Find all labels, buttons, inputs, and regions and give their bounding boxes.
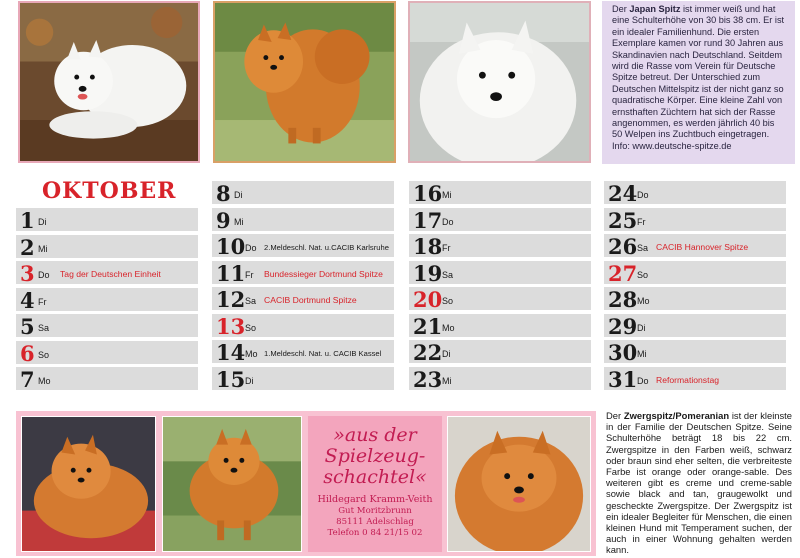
day-number: 7	[20, 367, 35, 392]
japan-spitz-info	[602, 1, 795, 164]
photo-pomeranian-standing	[162, 416, 302, 552]
day-number: 1	[20, 208, 35, 233]
day-number: 22	[413, 340, 443, 365]
calendar-day-row	[212, 287, 394, 310]
weekday-label: Di	[245, 375, 254, 386]
day-number: 14	[216, 340, 246, 365]
promo-city: 85111 Adelschlag	[336, 517, 414, 527]
calendar-day-row	[16, 208, 198, 231]
photo-orange-pomeranian	[213, 1, 396, 163]
day-number: 2	[20, 234, 35, 260]
weekday-label: Do	[637, 375, 649, 386]
weekday-label: Do	[38, 270, 50, 280]
day-number: 4	[20, 287, 35, 313]
calendar-day-row	[409, 181, 591, 204]
calendar-day-row	[604, 181, 786, 204]
day-event: Tag der Deutschen Einheit	[60, 269, 161, 279]
weekday-label: Fr	[38, 296, 47, 307]
day-event: CACIB Hannover Spitze	[656, 242, 749, 252]
day-number: 3	[20, 261, 35, 286]
weekday-label: Mo	[38, 376, 51, 386]
day-number: 24	[608, 181, 638, 206]
day-number: 31	[608, 366, 638, 392]
day-event: 2.Meldeschl. Nat. u.CACIB Karlsruhe	[264, 243, 389, 252]
day-number: 21	[413, 313, 443, 339]
day-number: 30	[608, 340, 638, 365]
day-number: 15	[216, 366, 246, 392]
photo-pomeranian-lying	[21, 416, 156, 552]
japan-text: ist immer weiß und hat eine Schulterhöhe von 30 bis 38 cm. Er ist ein idealer Familienhund. Die ersten Exemplare kamen vor rund 30 Jahren aus Skandinavien nach Deutschland. Seitdem wird die Rasse vom Verein für Deutsche Spitze betreut. Der Unterschied zum Deutschen Mittelspitz ist der nicht ganz so quadratische Körper. Eine kleine Zahl von ernsthaften Züchtern hat sich der Rasse angenommen, es werden jährlich 40 bis 50 Welpen ins Zuchtbuch eingetragen.	[612, 4, 785, 140]
calendar-day-row	[409, 340, 591, 363]
promo-slogan	[308, 425, 442, 488]
weekday-label: So	[637, 269, 649, 280]
calendar-day-row	[409, 208, 591, 231]
weekday-label: So	[442, 296, 454, 306]
weekday-label: Di	[637, 322, 646, 333]
calendar-day-row	[409, 287, 591, 310]
weekday-label: Do	[442, 216, 454, 227]
day-number: 13	[216, 313, 246, 339]
weekday-label: So	[38, 349, 50, 360]
day-number: 6	[20, 340, 35, 366]
calendar-day-row	[212, 181, 394, 204]
weekday-label: Do	[245, 243, 257, 253]
day-number: 28	[608, 287, 638, 312]
calendar-day-row	[409, 261, 591, 284]
weekday-label: Mi	[38, 243, 48, 254]
day-number: 27	[608, 260, 638, 286]
promo-phone: Telefon 0 84 21/15 02	[327, 528, 423, 538]
day-event: CACIB Dortmund Spitze	[264, 295, 357, 305]
promo-line-2: Spielzeug-	[324, 445, 426, 467]
day-event: Reformationstag	[656, 374, 720, 385]
photo-pomeranian-portrait	[447, 416, 591, 552]
calendar-day-row	[604, 234, 786, 257]
photo-japan-spitz-portrait	[408, 1, 591, 163]
calendar-day-row	[212, 208, 394, 231]
weekday-label: Do	[637, 190, 649, 200]
weekday-label: Mi	[442, 375, 452, 386]
day-number: 19	[413, 260, 443, 286]
japan-intro: Der	[612, 4, 627, 14]
weekday-label: Sa	[245, 296, 257, 306]
breeder-promo	[308, 416, 442, 552]
calendar-day-row	[409, 314, 591, 337]
calendar-day-row	[604, 208, 786, 231]
calendar-day-row	[16, 341, 198, 364]
calendar-day-row	[604, 287, 786, 310]
calendar-day-row	[212, 367, 394, 390]
calendar-day-row	[16, 314, 198, 337]
day-number: 29	[608, 313, 638, 339]
promo-line-1: »aus der	[333, 424, 417, 446]
day-number: 5	[20, 314, 35, 339]
day-number: 23	[413, 366, 443, 392]
calendar-day-row	[604, 340, 786, 363]
photo-white-spitz-lying	[18, 1, 200, 163]
calendar-day-row	[604, 367, 786, 390]
day-number: 11	[216, 260, 246, 286]
promo-farm: Gut Moritzbrunn	[338, 506, 412, 516]
day-number: 25	[608, 207, 638, 233]
pom-breed-name: Zwergspitz/Pomeranian	[623, 410, 730, 421]
calendar-day-row	[212, 261, 394, 284]
calendar-day-row	[604, 261, 786, 284]
day-event: 1.Meldeschl. Nat. u. CACIB Kassel	[264, 349, 382, 358]
calendar-day-row	[16, 261, 198, 284]
japan-info-url: Info: www.deutsche-spitze.de	[612, 140, 732, 151]
day-number: 12	[216, 287, 246, 312]
weekday-label: Fr	[637, 216, 646, 227]
weekday-label: Sa	[637, 243, 649, 253]
calendar-day-row	[16, 235, 198, 258]
weekday-label: Mi	[442, 190, 452, 200]
pom-intro: Der	[606, 410, 622, 421]
pomeranian-info	[606, 410, 792, 556]
day-event: Bundessieger Dortmund Spitze	[264, 268, 383, 279]
weekday-label: Mo	[245, 349, 258, 359]
weekday-label: Mi	[234, 216, 244, 227]
promo-address	[308, 493, 442, 539]
weekday-label: Di	[38, 217, 47, 227]
day-number: 8	[216, 181, 231, 206]
weekday-label: Di	[234, 190, 243, 200]
day-number: 10	[216, 234, 246, 259]
weekday-label: Di	[442, 349, 451, 359]
day-number: 18	[413, 234, 443, 259]
promo-name: Hildegard Kramm-Veith	[317, 494, 433, 505]
calendar-day-row	[16, 367, 198, 390]
day-number: 20	[413, 287, 443, 312]
calendar-day-row	[604, 314, 786, 337]
weekday-label: Fr	[245, 269, 254, 280]
weekday-label: Sa	[38, 323, 50, 333]
day-number: 17	[413, 207, 443, 233]
weekday-label: Mi	[637, 349, 647, 359]
calendar-day-row	[409, 234, 591, 257]
day-number: 16	[413, 181, 443, 206]
calendar-day-row	[409, 367, 591, 390]
month-title: OKTOBER	[42, 178, 177, 204]
weekday-label: Mo	[442, 322, 455, 333]
promo-line-3: schachtel«	[323, 466, 427, 488]
weekday-label: So	[245, 322, 257, 333]
day-number: 9	[216, 207, 231, 233]
calendar-day-row	[212, 340, 394, 363]
day-number: 26	[608, 234, 638, 259]
weekday-label: Fr	[442, 243, 451, 253]
weekday-label: Mo	[637, 296, 650, 306]
pom-text: ist der kleinste in der Familie der Deutschen Spitze. Seine Schulterhöhe beträgt 18 bis 22 cm. Zwergspitze in den Farben weiß, schwarz oder braun sind eher selten, die verbreiteste Farbe ist orange oder orange-sable. Des weiteren gibt es creme und creme-sable sowie black and tan, graugewolkt und gescheckte Zwergspitze. Der Zwergspitz ist ein idealer Begleiter für Menschen, die einen kleinen Hund mit Temperament suchen, der auch in einer Wohnung gehalten werden kann.	[606, 410, 792, 556]
japan-breed-name: Japan Spitz	[629, 4, 681, 14]
calendar-day-row	[16, 288, 198, 311]
calendar-day-row	[212, 314, 394, 337]
weekday-label: Sa	[442, 269, 454, 280]
calendar-day-row	[212, 234, 394, 257]
